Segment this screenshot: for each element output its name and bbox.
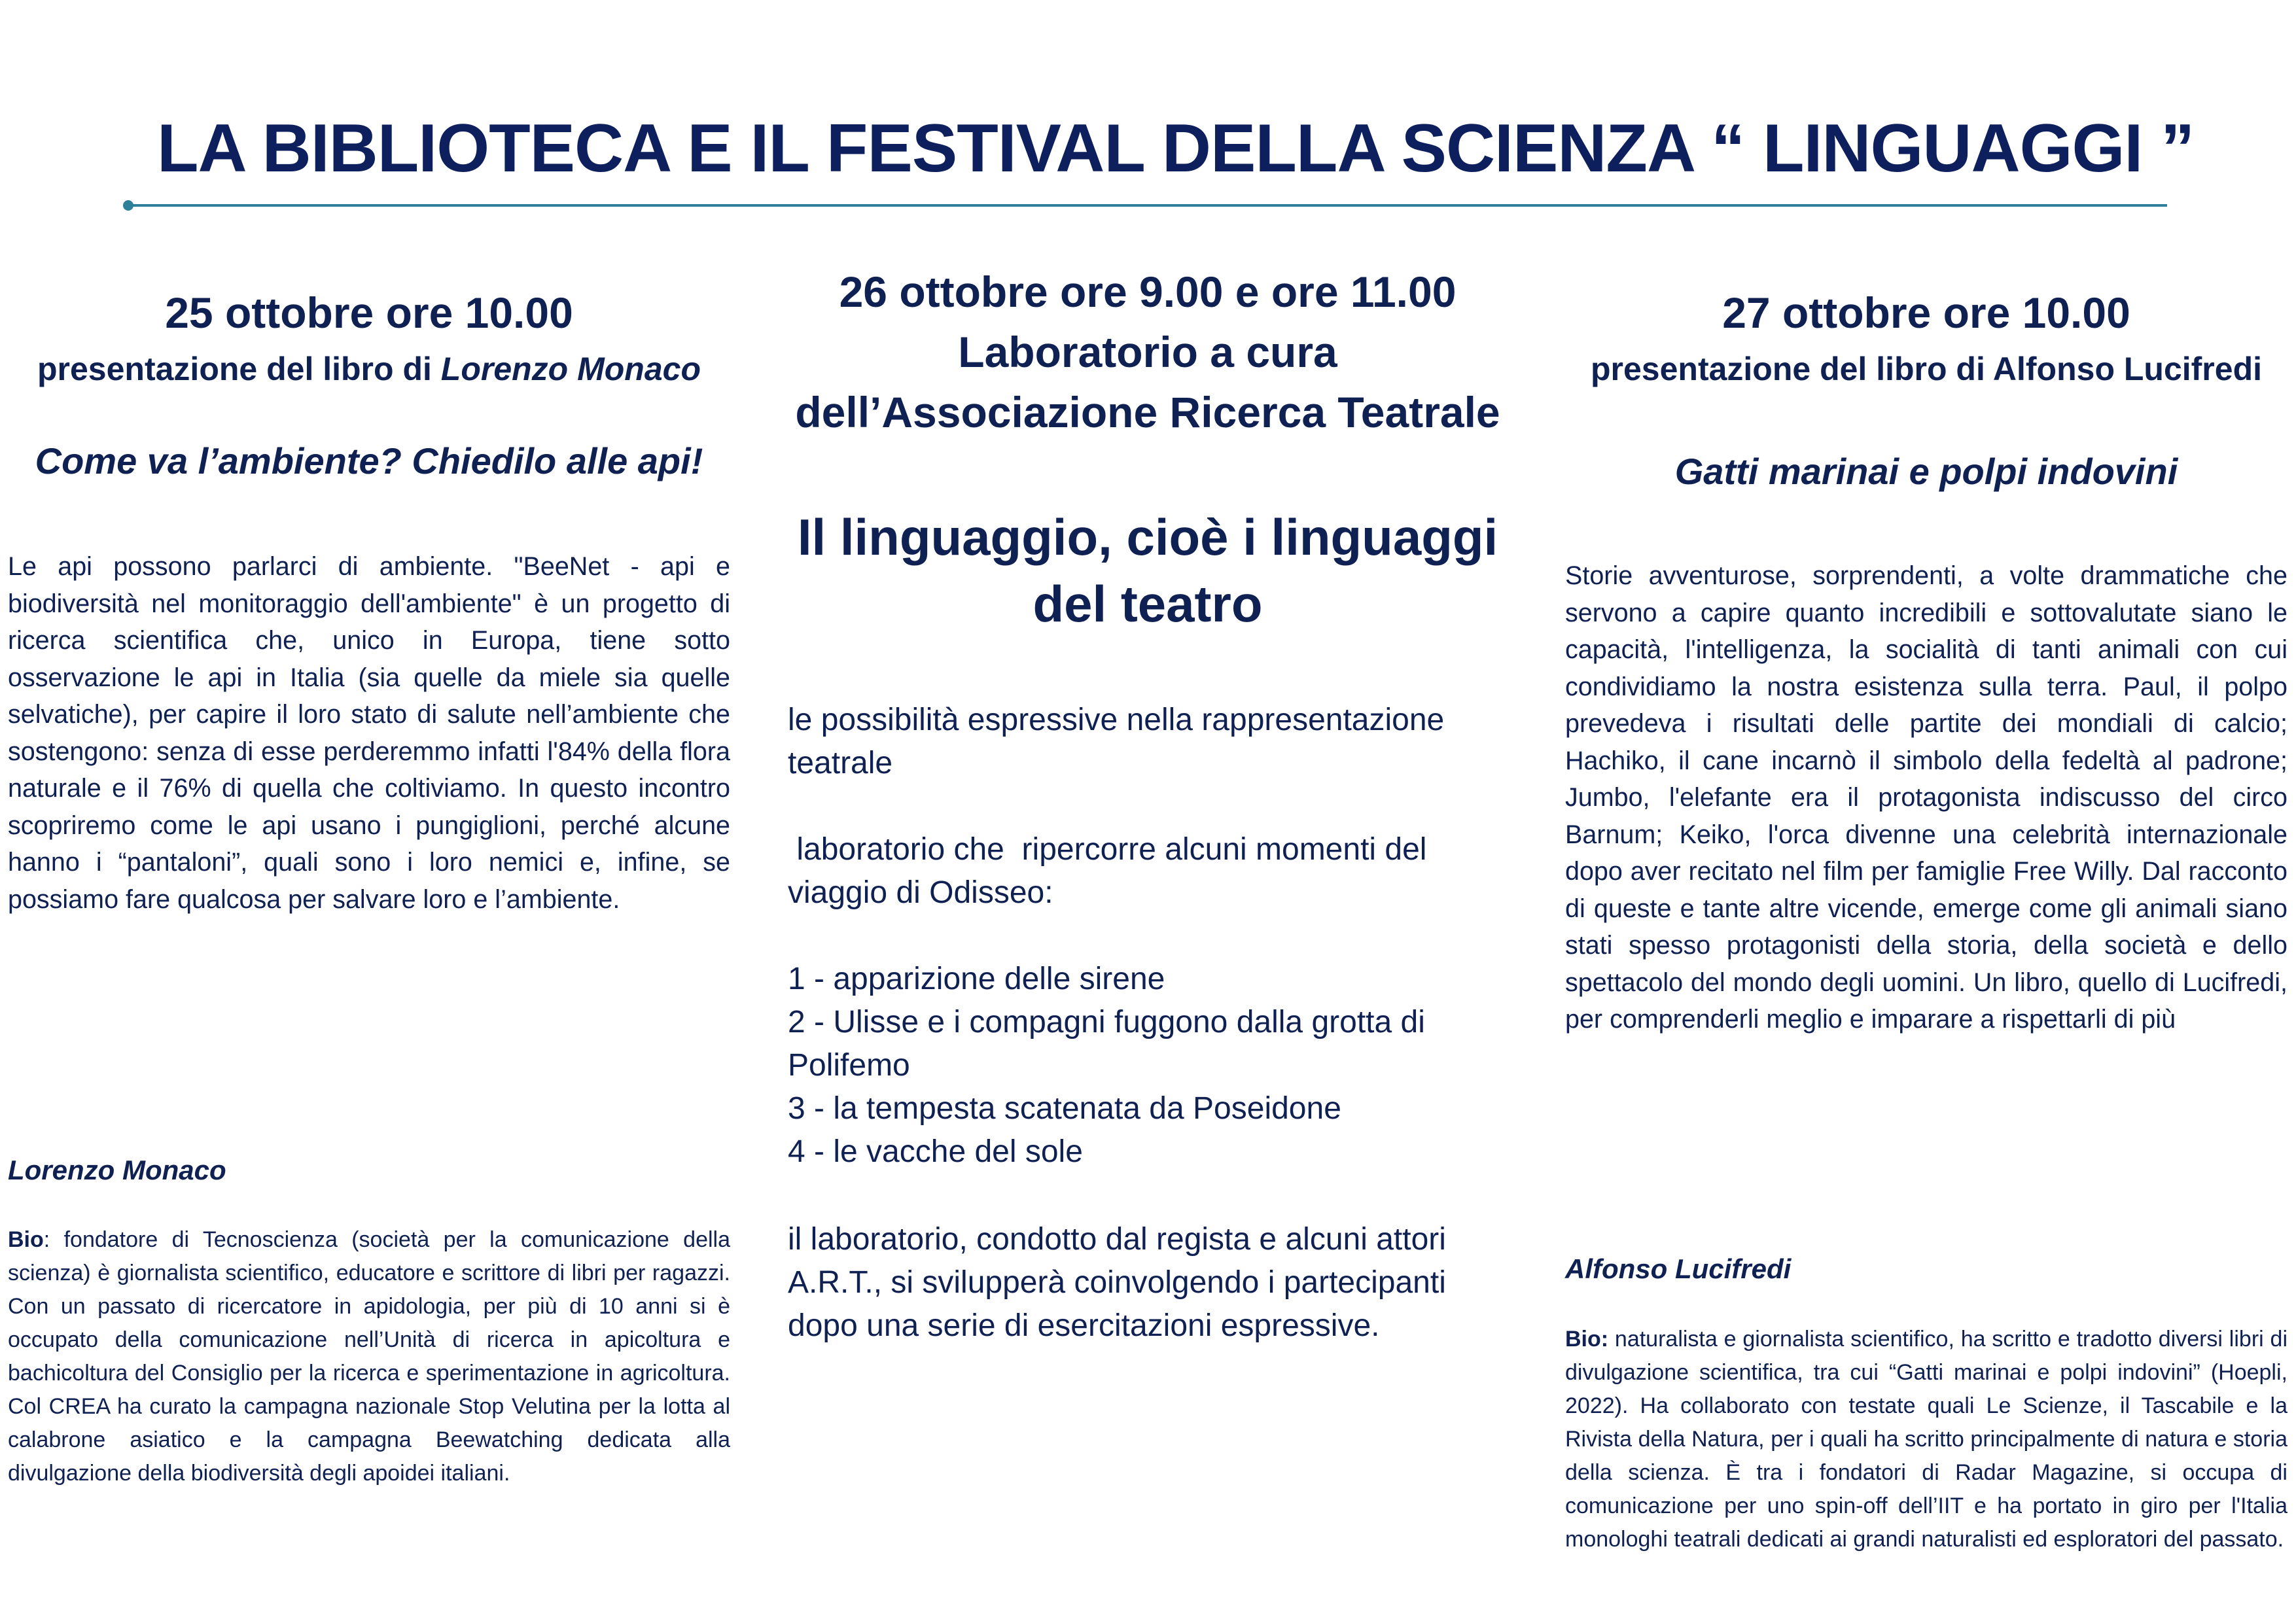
event-organizer-name: dell’Associazione Ricerca Teatrale <box>795 388 1500 436</box>
workshop-title: Il linguaggio, cioè i linguaggi del teatro <box>797 508 1498 633</box>
workshop-description: laboratorio che ripercorre alcuni momenti del viaggio di Odisseo: <box>788 832 1436 910</box>
author-bio <box>1565 1323 2287 1556</box>
event-date: 25 ottobre ore 10.00 <box>165 288 573 337</box>
book-title: Come va l’ambiente? Chiedilo alle api! <box>35 440 703 481</box>
title-divider <box>127 204 2167 207</box>
event-date: 26 ottobre ore 9.00 e ore 11.00 <box>839 268 1457 316</box>
event-description: Le api possono parlarci di ambiente. "BeeNet - api e biodiversità nel monitoraggio dell'ambiente" è un progetto di ricerca scientifica che, unico in Europa, tiene sotto osservazione le api in Italia (sia quelle da miele sia quelle selvatiche), per capire il loro stato di salute nell’ambiente che sostengono: senza di esse perderemmo infatti l'84% della flora naturale e il 76% di quella che coltiviamo. In questo incontro scopriremo come le api usano i pungiglioni, perché alcune hanno i “pantaloni”, quali sono i loro nemici e, infine, se possiamo fare qualcosa per salvare loro e l’ambiente. <box>8 552 730 914</box>
list-item: 2 - Ulisse e i compagni fuggono dalla grotta di Polifemo <box>788 1005 1425 1083</box>
workshop-closing: il laboratorio, condotto dal regista e alcuni attori A.R.T., si svilupperà coinvolgendo i partecipanti dopo una serie di esercitazioni espressive. <box>788 1222 1446 1343</box>
author-name: Lorenzo Monaco <box>8 1155 226 1185</box>
bio-label: Bio <box>8 1227 44 1252</box>
workshop-intro: le possibilità espressive nella rappresentazione teatrale <box>788 703 1445 780</box>
list-item: 1 - apparizione delle sirene <box>788 962 1165 996</box>
event-date: 27 ottobre ore 10.00 <box>1722 288 2130 337</box>
list-item: 3 - la tempesta scatenata da Poseidone <box>788 1091 1341 1126</box>
bio-text: : fondatore di Tecnoscienza (società per la comunicazione della scienza) è giornalista scientifico, educatore e scrittore di libri per ragazzi. Con un passato di ricercatore in apidologia, per più di 10 anni si è occupato della comunicazione nell’Unità di ricerca in apicoltura e bachicoltura del Consiglio per la ricerca e sperimentazione in agricoltura. Col CREA ha curato la campagna nazionale Stop Velutina per la lotta al calabrone asiatico e la campagna Beewatching dedicata alla divulgazione della biodiversità degli apoidei italiani. <box>8 1227 730 1486</box>
event-organizer-line: Laboratorio a cura <box>958 328 1337 376</box>
author-bio <box>8 1223 730 1490</box>
bio-text: naturalista e giornalista scientifico, ha scritto e tradotto diversi libri di divulgazione scientifica, tra cui “Gatti marinai e polpi indovini” (Hoepli, 2022). Ha collaborato con testate quali Le Scienze, il Tascabile e la Rivista della Natura, per i quali ha scritto principalmente di natura e storia della scienza. È tra i fondatori di Radar Magazine, si occupa di comunicazione per uno spin-off dell’IIT e ha portato in giro per l'Italia monologhi teatrali dedicati ai grandi naturalisti ed esploratori del passato. <box>1565 1327 2287 1552</box>
page-title: LA BIBLIOTECA E IL FESTIVAL DELLA SCIENZA “ LINGUAGGI ” <box>157 111 2195 186</box>
bio-label: Bio: <box>1565 1327 1609 1352</box>
subtitle-author: Lorenzo Monaco <box>440 351 701 387</box>
event-subtitle: presentazione del libro di Alfonso Lucifredi <box>1590 351 2263 387</box>
book-title: Gatti marinai e polpi indovini <box>1674 451 2178 492</box>
list-item: 4 - le vacche del sole <box>788 1134 1083 1169</box>
subtitle-prefix: presentazione del libro di <box>37 351 441 387</box>
author-name: Alfonso Lucifredi <box>1565 1253 1792 1284</box>
workshop-moments-list <box>788 958 1508 1174</box>
event-subtitle <box>8 350 730 388</box>
divider-dot <box>123 200 133 211</box>
event-description: Storie avventurose, sorprendenti, a volte drammatiche che servono a capire quanto incredibili e sottovalutate siano le capacità, l'intelligenza, la socialità di tanti animali con cui condividiamo la nostra esistenza sulla terra. Paul, il polpo prevedeva i risultati delle partite dei mondiali di calcio; Hachiko, il cane incarnò il simbolo della fedeltà al padrone; Jumbo, l'elefante era il protagonista indiscusso del circo Barnum; Keiko, l'orca divenne una celebrità internazionale dopo aver recitato nel film per famiglie Free Willy. Dal racconto di queste e tante altre vicende, emerge come gli animali siano stati spesso protagonisti della storia, della società e dello spettacolo del mondo degli uomini. Un libro, quello di Lucifredi, per comprenderli meglio e imparare a rispettarli di più <box>1565 561 2287 1034</box>
